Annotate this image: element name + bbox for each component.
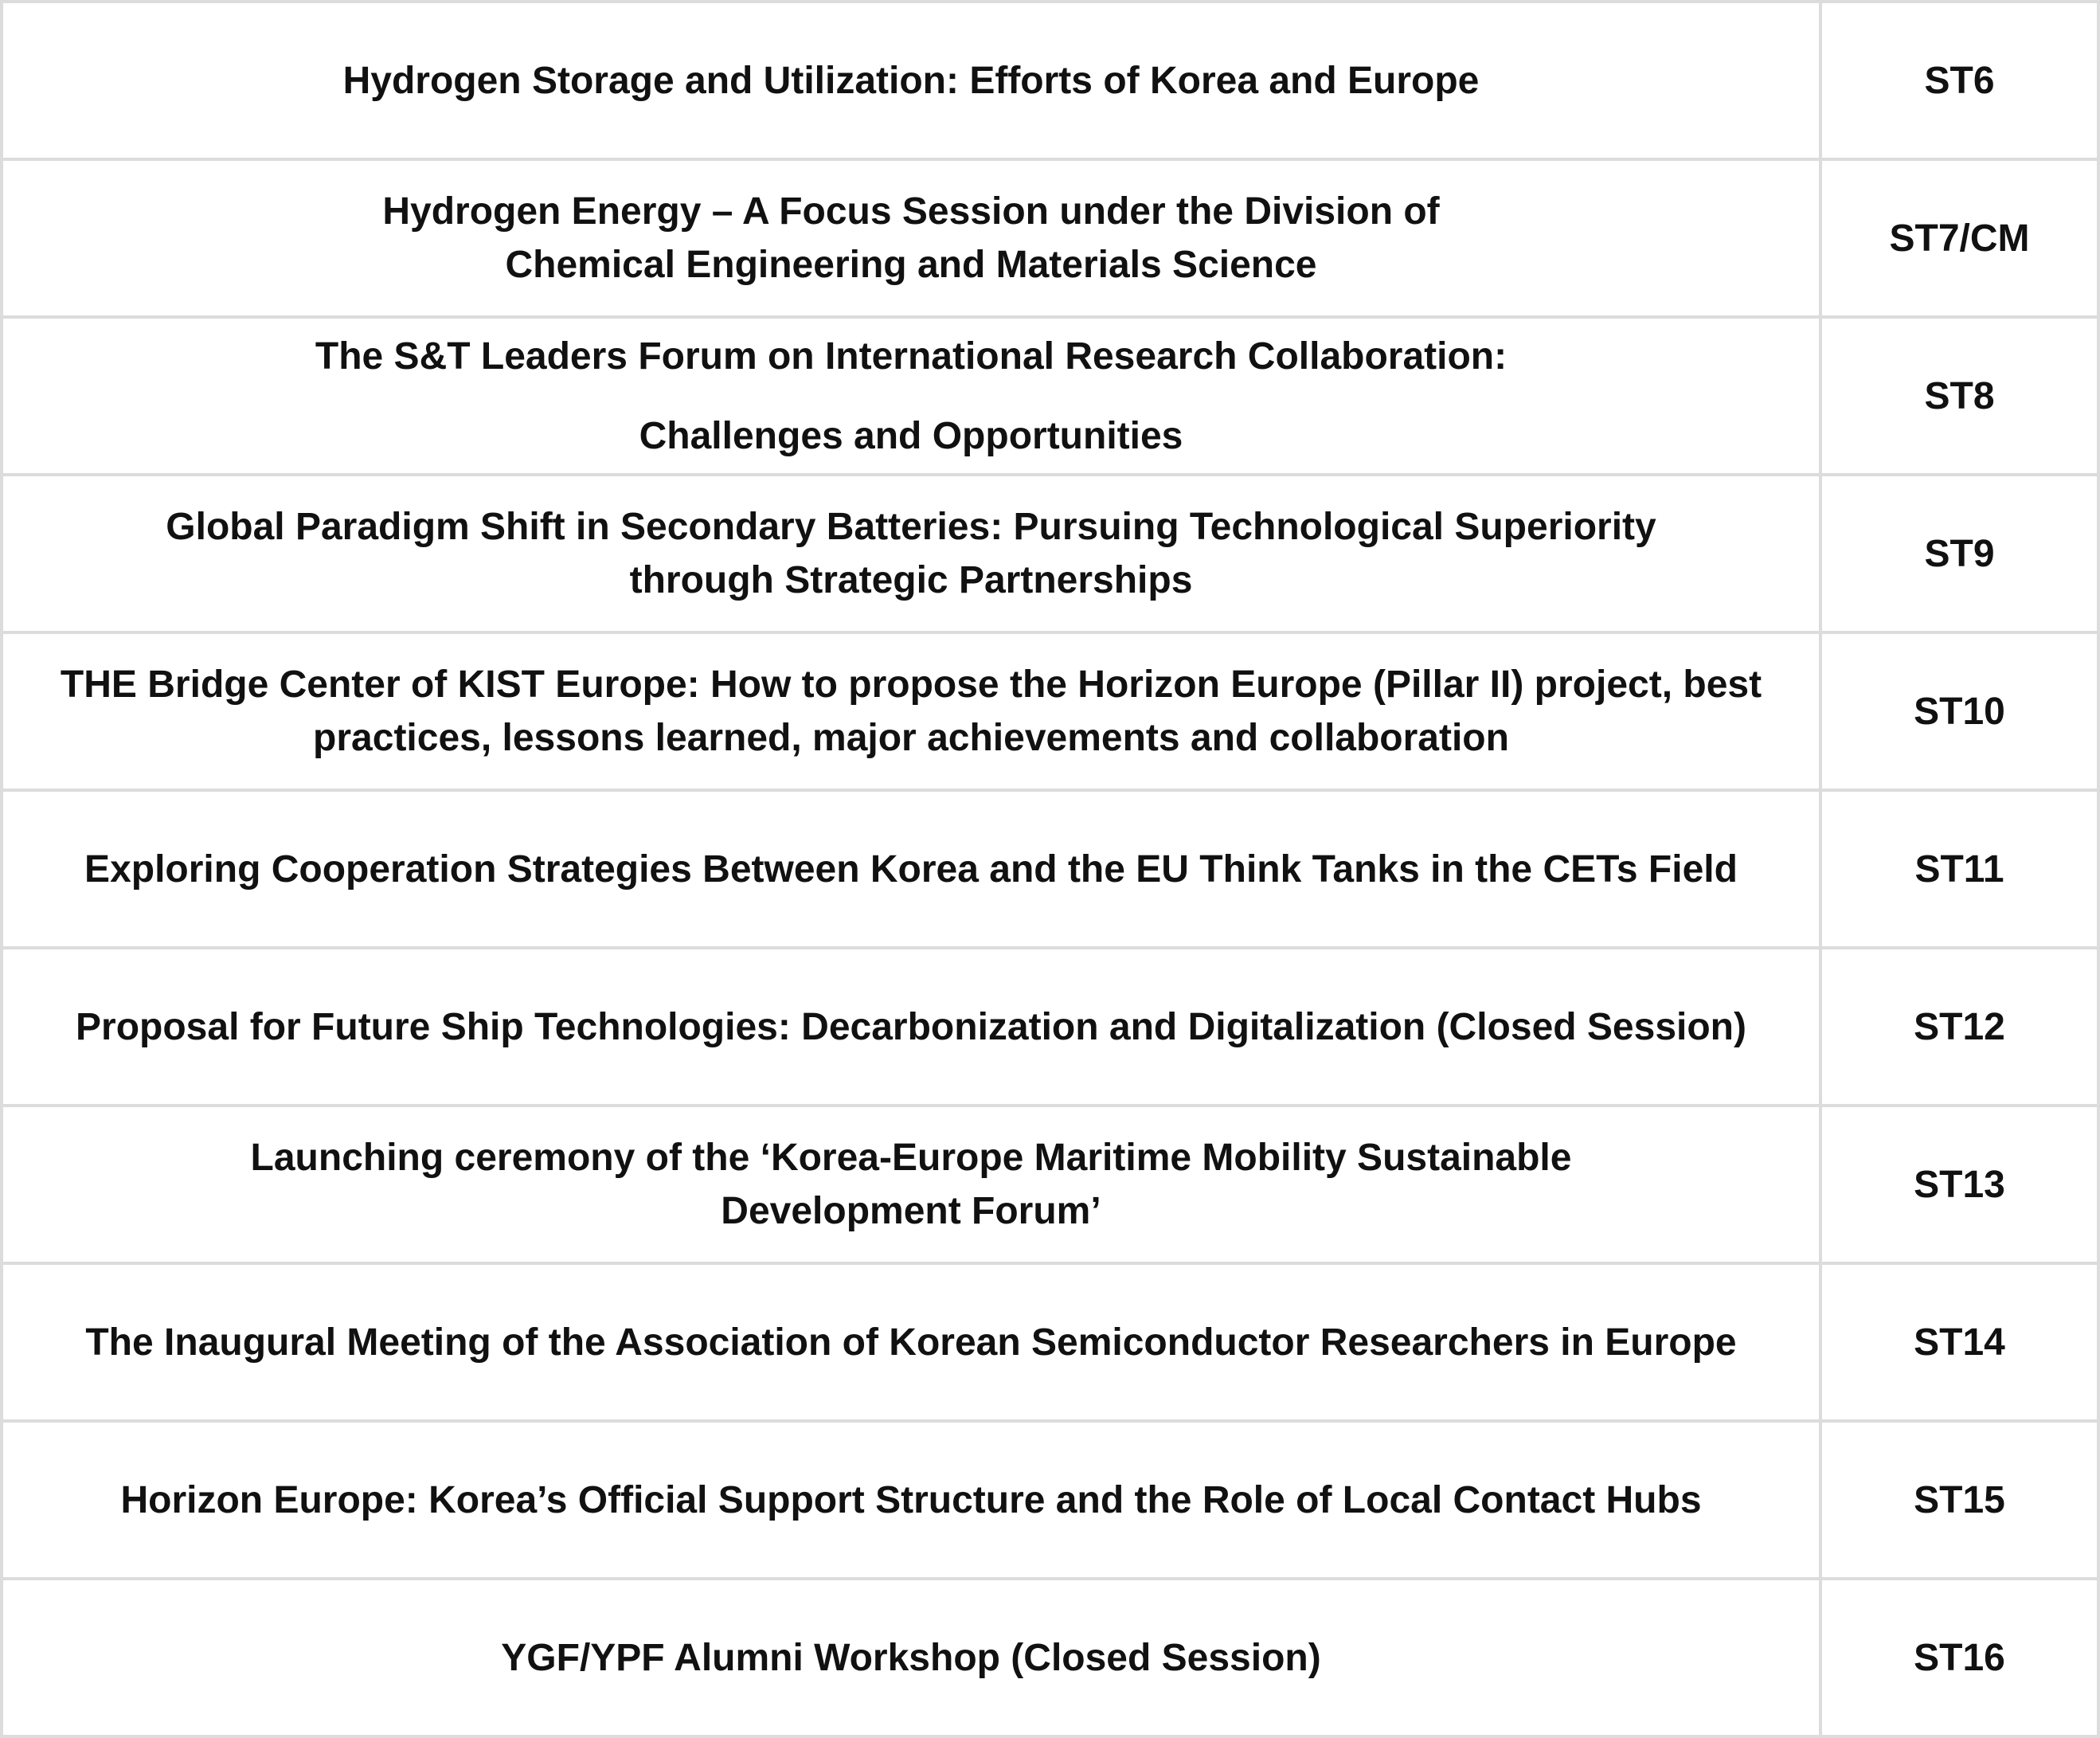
table-row — [2, 948, 2098, 1106]
session-title — [2, 790, 1820, 948]
session-code: ST6 — [1820, 2, 2098, 159]
table-row — [2, 475, 2098, 632]
table-row — [2, 317, 2098, 475]
table-row — [2, 632, 2098, 790]
session-code: ST15 — [1820, 1421, 2098, 1579]
table-row — [2, 2, 2098, 159]
session-title-line: Hydrogen Energy – A Focus Session under the Division of — [382, 190, 1440, 233]
table-row — [2, 1106, 2098, 1263]
session-title-line: Proposal for Future Ship Technologies: Decarbonization and Digitalization (Closed Session) — [76, 1005, 1746, 1048]
table-row — [2, 1263, 2098, 1421]
session-title-line: Chemical Engineering and Materials Science — [505, 244, 1317, 286]
session-title-line: Hydrogen Storage and Utilization: Efforts of Korea and Europe — [342, 59, 1480, 102]
session-title-line: practices, lessons learned, major achievements and collaboration — [313, 717, 1509, 759]
session-title — [2, 317, 1820, 475]
session-title-line: The S&T Leaders Forum on International Research Collaboration: — [315, 335, 1508, 378]
session-code: ST10 — [1820, 632, 2098, 790]
session-title-line: Global Paradigm Shift in Secondary Batteries: Pursuing Technological Superiority — [166, 506, 1656, 548]
session-title-line: through Strategic Partnerships — [629, 559, 1193, 601]
session-title — [2, 1421, 1820, 1579]
session-title-line: Launching ceremony of the ‘Korea-Europe Maritime Mobility Sustainable — [250, 1137, 1572, 1179]
table-row — [2, 1579, 2098, 1736]
table-row — [2, 1421, 2098, 1579]
session-title — [2, 948, 1820, 1106]
session-code: ST7/CM — [1820, 159, 2098, 317]
session-title-line: Development Forum’ — [721, 1190, 1101, 1232]
session-title-line: Challenges and Opportunities — [639, 414, 1183, 457]
session-code: ST14 — [1820, 1263, 2098, 1421]
session-code: ST8 — [1820, 317, 2098, 475]
session-title — [2, 475, 1820, 632]
table-row — [2, 790, 2098, 948]
session-code: ST16 — [1820, 1579, 2098, 1736]
session-title-line: Exploring Cooperation Strategies Between Korea and the EU Think Tanks in the CETs Field — [84, 847, 1738, 891]
session-title — [2, 1579, 1820, 1736]
session-title-line: THE Bridge Center of KIST Europe: How to propose the Horizon Europe (Pillar II) project, best — [60, 663, 1762, 706]
session-code: ST13 — [1820, 1106, 2098, 1263]
session-title — [2, 1106, 1820, 1263]
session-code: ST9 — [1820, 475, 2098, 632]
session-title — [2, 632, 1820, 790]
session-title-line: YGF/YPF Alumni Workshop (Closed Session) — [501, 1636, 1321, 1679]
table-row — [2, 159, 2098, 317]
session-title-line: Horizon Europe: Korea’s Official Support Structure and the Role of Local Contact Hubs — [120, 1478, 1702, 1521]
session-title — [2, 1263, 1820, 1421]
session-title — [2, 159, 1820, 317]
session-code: ST12 — [1820, 948, 2098, 1106]
session-title-line: The Inaugural Meeting of the Association of Korean Semiconductor Researchers in Europe — [85, 1321, 1737, 1364]
session-title — [2, 2, 1820, 159]
session-code: ST11 — [1820, 790, 2098, 948]
